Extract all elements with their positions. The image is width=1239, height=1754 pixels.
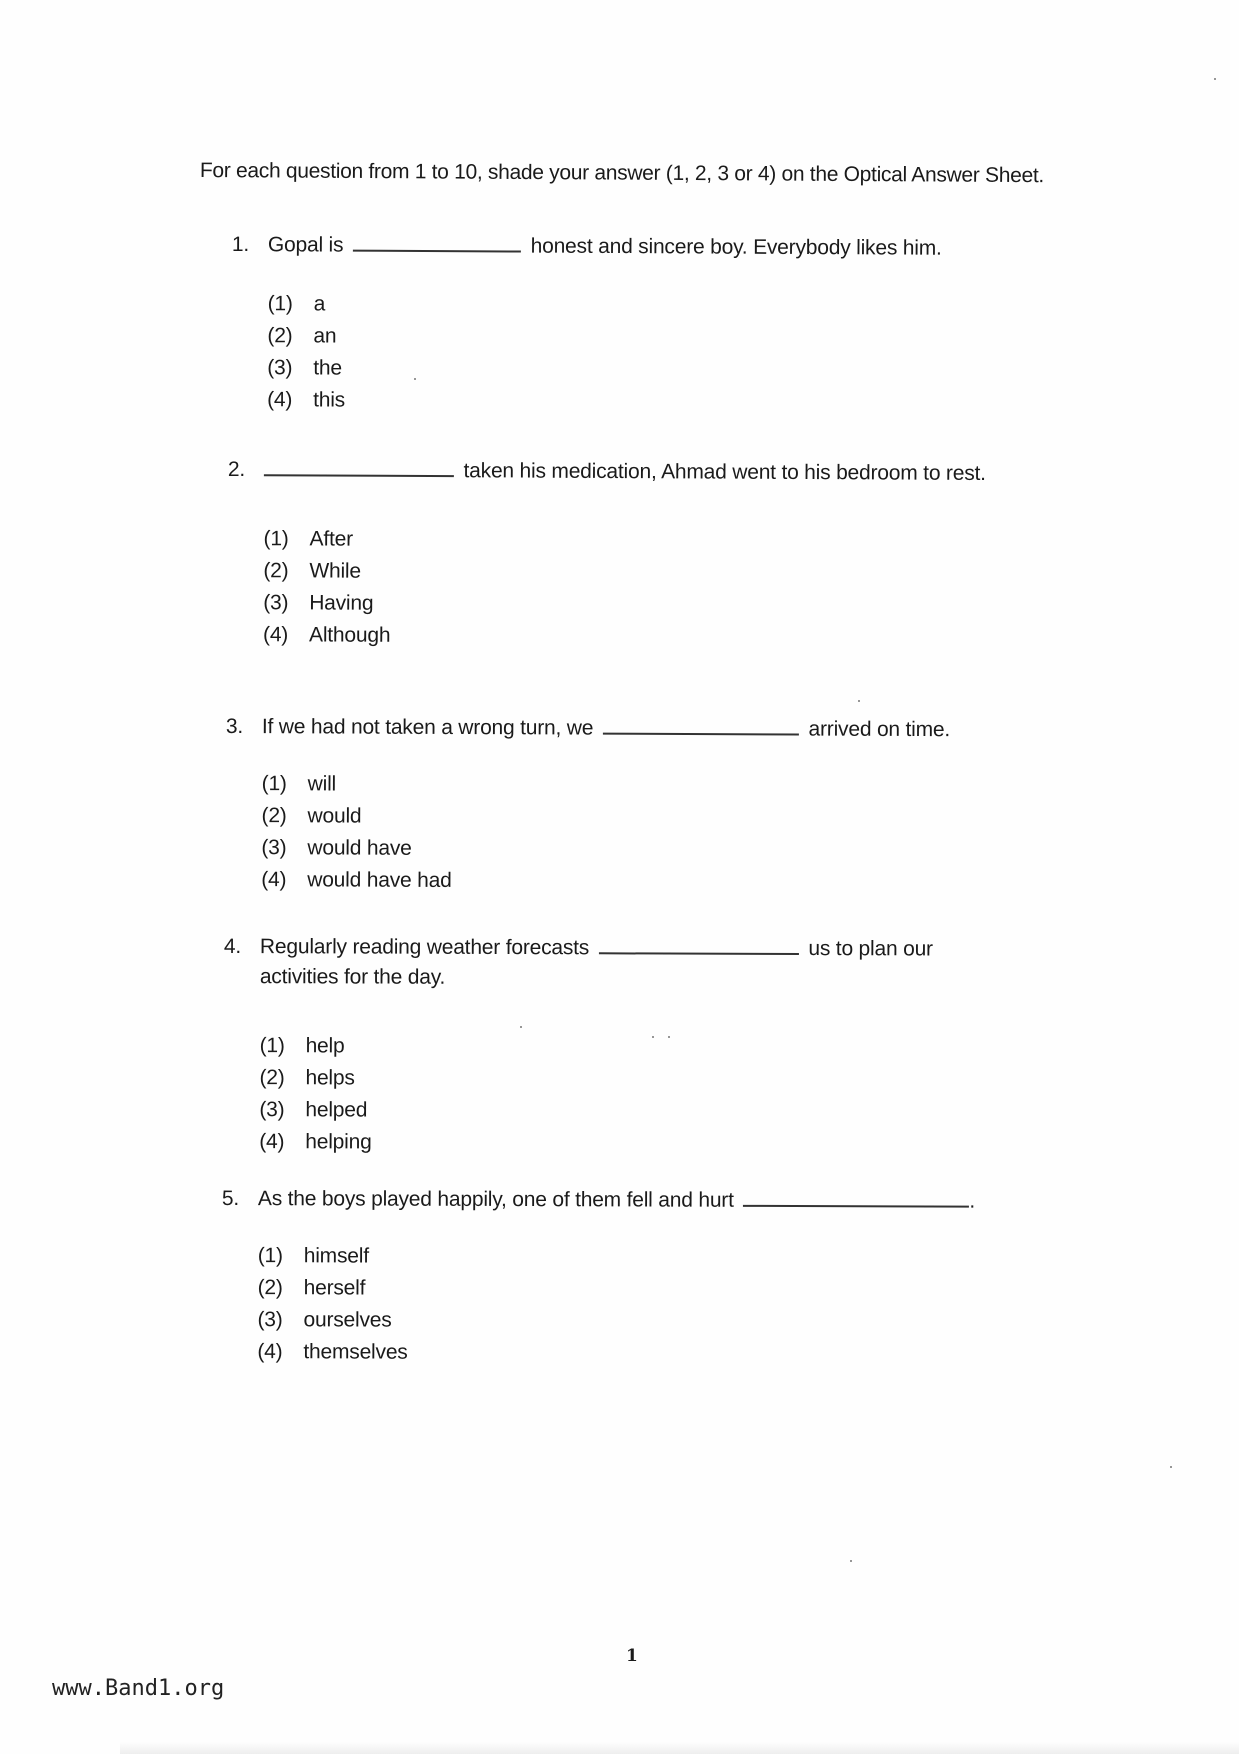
- scan-speck: [1170, 1466, 1172, 1468]
- stem-before-blank: Regularly reading weather forecasts: [259, 935, 590, 960]
- question-stem: [228, 455, 1004, 489]
- scan-speck: [520, 1026, 522, 1028]
- question-number: 5.: [221, 1187, 240, 1211]
- option-number: (4): [261, 868, 287, 892]
- option-1: [260, 1030, 990, 1065]
- option-number: (2): [263, 559, 289, 583]
- question-1: [231, 230, 1068, 420]
- option-text: After: [309, 527, 353, 551]
- answer-blank: [353, 232, 521, 253]
- question-5: [221, 1184, 1058, 1371]
- option-text: While: [309, 559, 361, 583]
- option-1: [258, 1240, 1058, 1275]
- option-text: will: [307, 772, 337, 796]
- instructions: For each question from 1 to 10, shade your answer (1, 2, 3 or 4) on the Optical Answer Sheet.: [199, 158, 1045, 188]
- option-4: [259, 1126, 989, 1161]
- option-text: helping: [305, 1130, 372, 1154]
- stem-before-blank: Gopal is: [267, 233, 344, 257]
- option-3: [261, 832, 1061, 867]
- stem-after-blank: us to plan our activities for the day.: [259, 937, 933, 989]
- stem-before-blank: As the boys played happily, one of them fell and hurt: [257, 1187, 734, 1212]
- answer-blank: [264, 456, 454, 477]
- answer-blank: [743, 1187, 969, 1208]
- option-1: [268, 288, 1068, 324]
- option-number: (4): [267, 388, 293, 412]
- stem-after-blank: taken his medication, Ahmad went to his bedroom to rest.: [463, 459, 986, 485]
- question-stem: [224, 932, 990, 995]
- option-number: (1): [261, 772, 287, 796]
- question-4: [223, 932, 990, 1161]
- option-number: (1): [259, 1034, 285, 1058]
- question-number: 1.: [231, 232, 250, 257]
- option-3: [259, 1094, 989, 1129]
- options-list: [259, 1030, 989, 1161]
- option-text: ourselves: [303, 1308, 392, 1332]
- options-list: [263, 523, 1004, 655]
- option-4: [261, 864, 1061, 899]
- scan-speck: [414, 378, 416, 380]
- option-2: [258, 1272, 1058, 1307]
- question-number: 4.: [223, 935, 242, 959]
- option-text: a: [313, 292, 326, 316]
- question-number: 2.: [227, 457, 246, 482]
- question-stem: [226, 712, 1062, 746]
- option-text: helps: [305, 1066, 355, 1090]
- watermark: www.Band1.org: [52, 1676, 225, 1701]
- options-list: [257, 1240, 1057, 1371]
- option-3: [257, 1304, 1057, 1339]
- option-number: (2): [257, 1276, 283, 1300]
- question-stem: [222, 1184, 1058, 1217]
- scan-speck: [858, 700, 860, 702]
- option-3: [267, 352, 1067, 388]
- scan-speck: [850, 1560, 852, 1562]
- option-text: Having: [309, 591, 374, 615]
- scan-speck: [668, 1036, 670, 1038]
- option-text: himself: [303, 1244, 369, 1268]
- option-number: (1): [263, 527, 289, 551]
- option-number: (4): [257, 1340, 283, 1364]
- option-number: (3): [261, 836, 287, 860]
- option-3: [263, 587, 1003, 623]
- options-list: [261, 768, 1062, 899]
- option-2: [267, 320, 1067, 356]
- question-stem: [232, 230, 1068, 264]
- option-text: this: [313, 388, 346, 412]
- scan-speck: [652, 1036, 654, 1038]
- option-2: [261, 800, 1061, 835]
- option-text: an: [313, 324, 337, 348]
- option-text: helped: [305, 1098, 368, 1122]
- option-text: would have had: [307, 868, 452, 892]
- question-number: 3.: [225, 715, 244, 739]
- option-text: herself: [303, 1276, 366, 1300]
- option-text: help: [305, 1034, 345, 1058]
- stem-after-blank: arrived on time.: [808, 717, 951, 742]
- option-4: [263, 619, 1003, 655]
- stem-before-blank: If we had not taken a wrong turn, we: [261, 715, 594, 740]
- option-number: (3): [263, 591, 289, 615]
- option-number: (3): [259, 1098, 285, 1122]
- question-3: [225, 712, 1062, 900]
- option-number: (4): [259, 1130, 285, 1154]
- scan-edge-artifact: [120, 1742, 1239, 1754]
- scan-speck: [1214, 78, 1216, 80]
- option-number: (2): [261, 804, 287, 828]
- option-number: (1): [257, 1244, 283, 1268]
- option-text: would have: [307, 836, 412, 860]
- option-4: [267, 384, 1067, 420]
- option-2: [259, 1062, 989, 1097]
- option-2: [263, 555, 1003, 591]
- option-1: [263, 523, 1003, 559]
- page-number: 1: [626, 1646, 638, 1666]
- options-list: [267, 288, 1068, 420]
- option-text: the: [313, 356, 342, 380]
- option-number: (2): [259, 1066, 285, 1090]
- option-4: [257, 1336, 1057, 1371]
- option-number: (4): [262, 623, 289, 647]
- stem-after-blank: .: [969, 1189, 976, 1213]
- option-number: (3): [267, 356, 293, 380]
- answer-blank: [599, 934, 799, 955]
- option-1: [262, 768, 1062, 803]
- option-number: (3): [257, 1308, 283, 1332]
- answer-blank: [603, 715, 799, 736]
- option-number: (2): [267, 324, 293, 348]
- option-text: Although: [308, 623, 391, 647]
- option-text: themselves: [303, 1340, 408, 1364]
- question-2: [227, 455, 1004, 655]
- stem-after-blank: honest and sincere boy. Everybody likes him.: [530, 234, 942, 260]
- option-text: would: [307, 804, 362, 828]
- option-number: (1): [267, 292, 293, 316]
